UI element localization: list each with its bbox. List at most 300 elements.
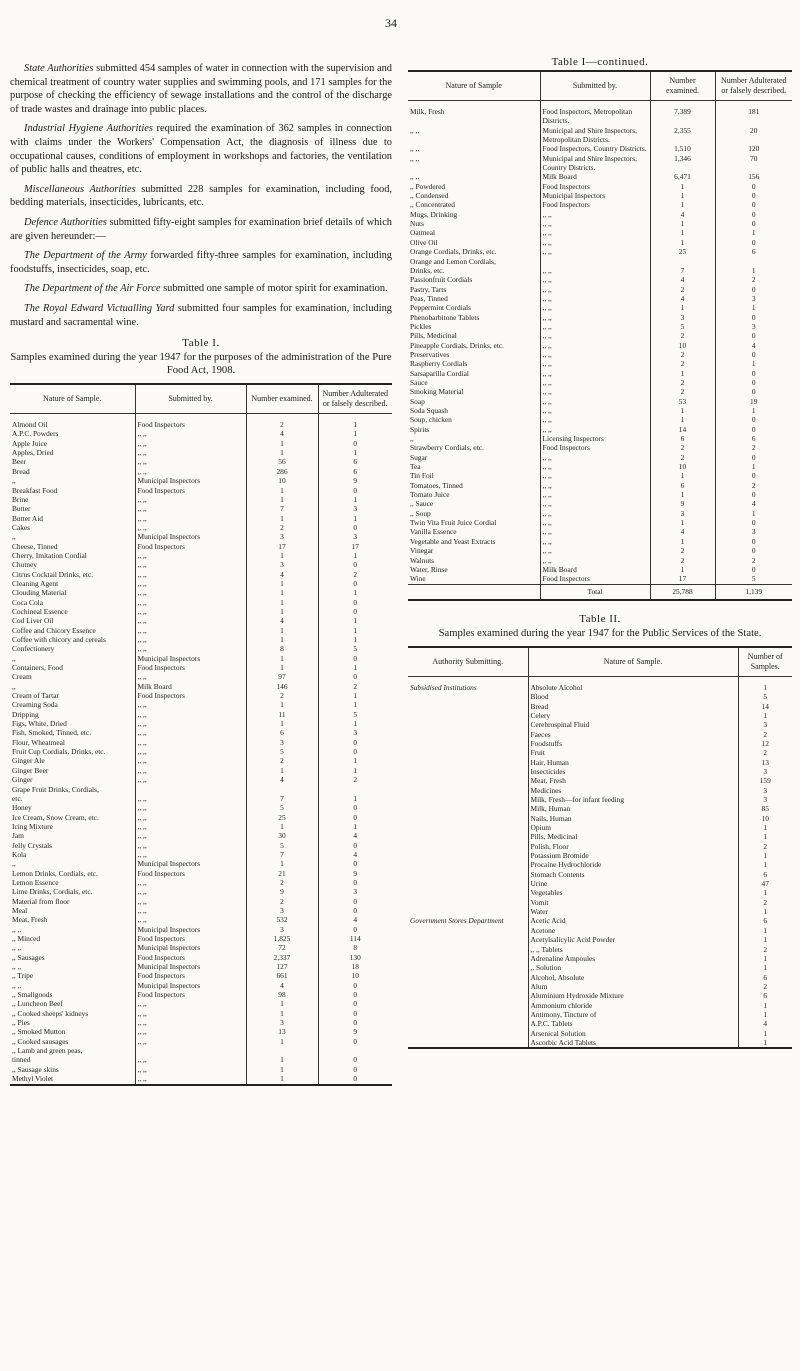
cell-examined: 1 <box>650 303 715 312</box>
table-row <box>408 434 792 443</box>
cell-submitted-by: ,, ,, <box>135 738 246 747</box>
table-row <box>10 1018 392 1027</box>
cell-adulterated: 0 <box>318 654 392 663</box>
table-row <box>10 588 392 597</box>
table-row <box>408 462 792 471</box>
cell-nature: ,, <box>12 532 16 542</box>
cell-submitted-by: Food Inspectors <box>540 574 650 584</box>
cell-submitted-by: ,, ,, <box>540 219 650 228</box>
cell-examined: 1 <box>246 439 318 448</box>
cell-nature: Alcohol, Absolute <box>528 973 738 982</box>
table-row <box>10 654 392 663</box>
table-row <box>10 738 392 747</box>
cell-adulterated: 0 <box>318 1037 392 1046</box>
cell-submitted-by: Municipal Inspectors <box>540 191 650 200</box>
cell-authority: Government Stores Department <box>410 916 504 926</box>
cell-nature: etc. <box>12 793 23 803</box>
cell-examined: 1 <box>650 537 715 546</box>
table-row <box>10 467 392 476</box>
cell-nature: Cod Liver Oil <box>12 616 54 626</box>
cell-authority <box>408 1010 528 1019</box>
cell-submitted-by: ,, ,, <box>540 387 650 396</box>
cell-nature: Oatmeal <box>410 228 436 238</box>
cell-nature: Jelly Crystals <box>12 840 53 850</box>
cell-adulterated: 0 <box>715 537 792 546</box>
cell-nature: ,, <box>12 653 16 663</box>
page-number: 34 <box>385 16 397 30</box>
cell-nature: Twin Vita Fruit Juice Cordial <box>410 518 497 528</box>
cell-nature: Strawberry Cordials, etc. <box>410 443 484 453</box>
cell-adulterated: 1 <box>318 429 392 438</box>
cell-adulterated: 9 <box>318 869 392 878</box>
cell-count: 1 <box>738 888 792 897</box>
cell-submitted-by: ,, ,, <box>540 415 650 424</box>
table-row <box>10 1065 392 1074</box>
cell-nature: Sauce <box>410 377 428 387</box>
cell-adulterated: 1 <box>715 303 792 312</box>
cell-submitted-by: ,, ,, <box>540 556 650 565</box>
cell-submitted-by: Licensing Inspectors <box>540 434 650 443</box>
cell-examined: 1 <box>650 369 715 378</box>
cell-submitted-by: ,, ,, <box>135 644 246 653</box>
cell-adulterated <box>318 1046 392 1055</box>
table-row <box>408 954 792 963</box>
cell-examined: 1 <box>246 859 318 868</box>
table-row <box>10 897 392 906</box>
cell-nature: Apple Juice <box>12 438 48 448</box>
intro-paragraph <box>10 183 392 210</box>
cell-submitted-by: ,, ,, <box>135 747 246 756</box>
cell-nature: Lemon Drinks, Cordials, etc. <box>12 868 98 878</box>
cell-examined <box>650 257 715 266</box>
cell-submitted-by: ,, ,, <box>540 518 650 527</box>
cell-authority <box>408 730 528 739</box>
table-row <box>408 527 792 536</box>
cell-nature: Soap <box>410 396 425 406</box>
table-row <box>408 481 792 490</box>
cell-nature: Fish, Smoked, Tinned, etc. <box>12 728 92 738</box>
table-row <box>408 219 792 228</box>
cell-adulterated: 2 <box>318 682 392 691</box>
cell-authority <box>408 720 528 729</box>
paragraph-text: forwarded fifty-three samples for examination, including foodstuffs, insecticides, soap, etc. <box>10 250 392 275</box>
table-row <box>10 822 392 831</box>
cell-nature: tinned <box>12 1055 31 1065</box>
cell-examined: 4 <box>246 981 318 990</box>
cell-submitted-by: Municipal Inspectors <box>135 943 246 952</box>
cell-count: 3 <box>738 795 792 804</box>
cell-submitted-by: ,, ,, <box>540 228 650 237</box>
cell-nature: Ginger Ale <box>12 756 45 766</box>
cell-adulterated: 1 <box>318 514 392 523</box>
cell-adulterated: 1 <box>318 663 392 672</box>
cell-count: 1 <box>738 1001 792 1010</box>
cell-authority <box>408 832 528 841</box>
cell-nature: ,, Tripe <box>12 971 34 981</box>
cell-nature: Meat, Fresh <box>12 915 48 925</box>
cell-examined: 1 <box>246 822 318 831</box>
cell-adulterated: 1 <box>318 766 392 775</box>
table-row <box>408 879 792 888</box>
table-row <box>408 182 792 191</box>
cell-nature: Pills, Medicinal <box>410 331 457 341</box>
cell-examined <box>246 785 318 794</box>
cell-authority <box>408 758 528 767</box>
cell-nature: ,, Cooked sheeps' kidneys <box>12 1008 89 1018</box>
cell-authority <box>408 851 528 860</box>
table-row <box>10 672 392 681</box>
cell-nature: Ice Cream, Snow Cream, etc. <box>12 812 99 822</box>
cell-examined: 1 <box>246 495 318 504</box>
cell-submitted-by: ,, ,, <box>540 453 650 462</box>
table-row <box>408 453 792 462</box>
table-row <box>10 682 392 691</box>
cell-examined: 3 <box>246 925 318 934</box>
cell-submitted-by: Municipal and Shire Inspectors, Metropolitan Districts. <box>540 126 650 145</box>
cell-submitted-by: Food Inspectors <box>135 486 246 495</box>
cell-nature: Water <box>528 907 738 916</box>
cell-nature: Cakes <box>12 522 31 532</box>
cell-nature: Tomatoes, Tinned <box>410 480 463 490</box>
cell-count: 10 <box>738 814 792 823</box>
cell-nature: Beer <box>12 457 26 467</box>
cell-examined: 1 <box>246 598 318 607</box>
cell-examined: 72 <box>246 943 318 952</box>
table-row <box>408 257 792 266</box>
table-row <box>408 490 792 499</box>
table-row <box>408 814 792 823</box>
cell-adulterated: 3 <box>318 532 392 541</box>
cell-nature: Mugs, Drinking <box>410 209 458 219</box>
cell-nature: Phenobarbitone Tablets <box>410 312 480 322</box>
cell-nature: ,, Sauce <box>410 499 434 509</box>
cell-nature: Soup, chicken <box>410 415 452 425</box>
cell-submitted-by: Municipal Inspectors <box>135 962 246 971</box>
cell-submitted-by: Municipal Inspectors <box>135 859 246 868</box>
cell-examined: 1 <box>246 663 318 672</box>
table-row <box>10 644 392 653</box>
table-row <box>408 294 792 303</box>
cell-nature: ,, Powdered <box>410 181 446 191</box>
cell-submitted-by: ,, ,, <box>540 238 650 247</box>
cell-authority: Subsidised Institutions <box>410 682 477 692</box>
table-row <box>408 758 792 767</box>
cell-nature: ,, ,, <box>12 943 22 953</box>
cell-nature: Cheese, Tinned <box>12 541 58 551</box>
table-row <box>408 702 792 711</box>
cell-adulterated: 1 <box>715 359 792 368</box>
cell-submitted-by: ,, ,, <box>135 607 246 616</box>
table-row <box>408 676 792 692</box>
cell-nature: Nuts <box>410 219 424 229</box>
table-row <box>408 238 792 247</box>
cell-authority <box>408 1019 528 1028</box>
table-row <box>10 560 392 569</box>
table-row <box>408 720 792 729</box>
cell-submitted-by: ,, ,, <box>540 266 650 275</box>
intro-paragraphs <box>10 62 392 329</box>
cell-adulterated: 17 <box>318 542 392 551</box>
table-row <box>408 247 792 256</box>
table-row <box>408 101 792 126</box>
cell-submitted-by: ,, ,, <box>135 822 246 831</box>
cell-nature: Cerebrospinal Fluid <box>528 720 738 729</box>
cell-submitted-by: ,, ,, <box>540 499 650 508</box>
table1-continued-title: Table I—continued. <box>551 56 649 68</box>
table-row <box>408 1001 792 1010</box>
cell-adulterated: 0 <box>715 387 792 396</box>
cell-submitted-by: Food Inspectors <box>135 542 246 551</box>
cell-examined: 7 <box>246 504 318 513</box>
table-row <box>10 457 392 466</box>
cell-nature: Orange Cordials, Drinks, etc. <box>410 247 497 257</box>
cell-nature: Sarsaparilla Cordial <box>410 368 469 378</box>
cell-count: 5 <box>738 692 792 701</box>
cell-adulterated: 1 <box>318 635 392 644</box>
cell-adulterated: 0 <box>318 607 392 616</box>
cell-nature: Breakfast Food <box>12 485 58 495</box>
cell-nature: Stomach Contents <box>528 870 738 879</box>
cell-adulterated: 6 <box>715 434 792 443</box>
cell-nature: ,, ,, <box>12 962 22 972</box>
table-row <box>408 982 792 991</box>
table-row <box>10 999 392 1008</box>
cell-adulterated: 5 <box>715 574 792 584</box>
cell-authority <box>408 954 528 963</box>
cell-submitted-by: ,, ,, <box>540 210 650 219</box>
cell-count: 3 <box>738 720 792 729</box>
cell-examined: 4 <box>650 275 715 284</box>
cell-nature: Smoking Material <box>410 387 464 397</box>
cell-examined: 1 <box>246 700 318 709</box>
cell-adulterated: 0 <box>715 238 792 247</box>
cell-adulterated: 156 <box>715 172 792 181</box>
paragraph-text: required the examination of 362 samples in connection with claims under the Workers' Compensation Act, the diagnosis of illness due to occupational causes, conditions of employment in workshops and factories, the ventilation of public halls and theatres, etc. <box>10 123 392 176</box>
cell-nature: Bread <box>528 702 738 711</box>
cell-submitted-by <box>540 257 650 266</box>
cell-examined: 2 <box>246 523 318 532</box>
cell-count: 159 <box>738 776 792 785</box>
cell-count: 6 <box>738 916 792 925</box>
cell-submitted-by: ,, ,, <box>135 803 246 812</box>
intro-paragraph <box>10 122 392 176</box>
cell-submitted-by: ,, ,, <box>540 350 650 359</box>
cell-count: 1 <box>738 832 792 841</box>
table-row <box>10 514 392 523</box>
paragraph-text: submitted 454 samples of water in connection with the supervision and chemical treatment of country water supplies and swimming pools, and 171 samples for the purpose of checking the efficiency of sewage installations and the control of the discharge of trade wastes and drainage into public places. <box>10 63 392 115</box>
table1-right <box>408 70 792 601</box>
table-row <box>10 1037 392 1046</box>
cell-nature: Preservatives <box>410 349 450 359</box>
table-row <box>10 953 392 962</box>
table-row <box>408 935 792 944</box>
cell-authority <box>408 1029 528 1038</box>
cell-examined: 7,389 <box>650 101 715 126</box>
table-row <box>10 915 392 924</box>
total-examined: 25,788 <box>650 584 715 600</box>
cell-examined: 4 <box>650 210 715 219</box>
cell-submitted-by: Food Inspectors <box>135 971 246 980</box>
cell-nature: Peppermint Cordials <box>410 303 471 313</box>
table-row <box>10 607 392 616</box>
cell-adulterated: 0 <box>715 331 792 340</box>
cell-adulterated: 0 <box>318 523 392 532</box>
cell-submitted-by: ,, ,, <box>135 897 246 906</box>
table-row <box>10 570 392 579</box>
cell-adulterated: 4 <box>318 915 392 924</box>
cell-nature: Pastry, Tarts <box>410 284 447 294</box>
cell-nature: Pills, Medicinal <box>528 832 738 841</box>
cell-nature: ,, ,, Tablets <box>528 945 738 954</box>
cell-nature: ,, Pies <box>12 1018 30 1028</box>
table-row <box>408 973 792 982</box>
cell-examined: 3 <box>246 738 318 747</box>
cell-nature: ,, ,, <box>410 153 420 163</box>
cell-adulterated: 1 <box>318 691 392 700</box>
paragraph-text: submitted fifty-eight samples for examination brief details of which are given hereunder:— <box>10 216 393 242</box>
cell-adulterated: 114 <box>318 934 392 943</box>
cell-examined: 6,471 <box>650 172 715 181</box>
cell-nature: Lemon Essence <box>12 877 59 887</box>
cell-nature: Vegetables <box>528 888 738 897</box>
cell-examined: 30 <box>246 831 318 840</box>
cell-examined: 2 <box>650 556 715 565</box>
cell-submitted-by: ,, ,, <box>540 425 650 434</box>
cell-examined: 1 <box>246 999 318 1008</box>
cell-count: 14 <box>738 702 792 711</box>
cell-count: 85 <box>738 804 792 813</box>
cell-nature: Grape Fruit Drinks, Cordials, <box>12 784 99 794</box>
table-row <box>408 1029 792 1038</box>
table-row <box>408 804 792 813</box>
cell-submitted-by: ,, ,, <box>135 504 246 513</box>
cell-submitted-by: ,, ,, <box>135 467 246 476</box>
cell-examined: 2 <box>650 443 715 452</box>
table-row <box>10 869 392 878</box>
cell-examined: 2 <box>650 546 715 555</box>
cell-submitted-by: ,, ,, <box>135 756 246 765</box>
cell-examined <box>246 1046 318 1055</box>
cell-examined: 21 <box>246 869 318 878</box>
cell-examined: 3 <box>650 313 715 322</box>
table-row <box>10 700 392 709</box>
cell-nature: Acetylsalicylic Acid Powder <box>528 935 738 944</box>
table-row <box>408 776 792 785</box>
cell-adulterated: 0 <box>715 350 792 359</box>
table-row <box>408 210 792 219</box>
table-row <box>408 387 792 396</box>
table-row <box>10 414 392 430</box>
paragraph-lead: The Department of the Air Force <box>24 283 161 295</box>
table-row <box>10 532 392 541</box>
header-examined: Number examined. <box>650 71 715 101</box>
table-row <box>408 397 792 406</box>
cell-nature: Acetone <box>528 926 738 935</box>
table-row <box>408 341 792 350</box>
cell-authority <box>408 935 528 944</box>
cell-nature: Flour, Wheatmeal <box>12 737 65 747</box>
cell-nature: ,, <box>12 476 16 486</box>
cell-submitted-by: ,, ,, <box>540 313 650 322</box>
cell-nature: Methyl Violet <box>12 1074 54 1084</box>
cell-nature: Aluminium Hydroxide Mixture <box>528 991 738 1000</box>
cell-nature: ,, Soup <box>410 508 431 518</box>
header-count: Number of Samples. <box>738 647 792 677</box>
cell-adulterated: 0 <box>318 813 392 822</box>
cell-examined: 2 <box>650 359 715 368</box>
cell-count: 1 <box>738 1010 792 1019</box>
table1-caption: Samples examined during the year 1947 for the purposes of the administration of the Pure Food Act, 1908. <box>10 352 392 377</box>
cell-submitted-by: ,, ,, <box>135 915 246 924</box>
cell-nature: Cherry, Imitation Cordial <box>12 550 87 560</box>
intro-paragraph <box>10 216 392 243</box>
cell-examined: 4 <box>246 429 318 438</box>
cell-adulterated: 1 <box>715 509 792 518</box>
table-row <box>408 1010 792 1019</box>
table-row <box>10 971 392 980</box>
table-row <box>10 1074 392 1084</box>
cell-count: 1 <box>738 1038 792 1048</box>
cell-nature: Olive Oil <box>410 237 438 247</box>
cell-nature: Vegetable and Yeast Extracts <box>410 536 496 546</box>
cell-authority <box>408 1038 528 1048</box>
table-row <box>408 518 792 527</box>
cell-nature: ,, Solution <box>528 963 738 972</box>
cell-nature: Tea <box>410 462 421 472</box>
cell-adulterated: 9 <box>318 1027 392 1036</box>
cell-adulterated: 4 <box>318 831 392 840</box>
cell-nature: Peas, Tinned <box>410 293 448 303</box>
cell-submitted-by: ,, ,, <box>135 766 246 775</box>
paragraph-lead: The Department of the Army <box>24 250 147 262</box>
cell-nature: Wine <box>410 574 426 584</box>
cell-submitted-by: ,, ,, <box>135 813 246 822</box>
cell-authority <box>408 692 528 701</box>
paragraph-lead: Defence Authorities <box>24 216 107 228</box>
table-row <box>408 322 792 331</box>
cell-examined: 2 <box>650 285 715 294</box>
cell-examined: 3 <box>246 560 318 569</box>
cell-adulterated: 3 <box>318 728 392 737</box>
cell-examined: 2 <box>650 331 715 340</box>
total-label: Total <box>540 584 650 600</box>
table-row <box>408 739 792 748</box>
cell-examined: 1 <box>246 635 318 644</box>
cell-authority <box>408 739 528 748</box>
cell-adulterated: 0 <box>715 415 792 424</box>
table-row <box>408 898 792 907</box>
cell-submitted-by: Food Inspectors, Country Districts. <box>540 144 650 153</box>
table1-left <box>10 383 392 1085</box>
table-row <box>408 730 792 739</box>
table2-title: Table II. <box>579 612 621 625</box>
cell-submitted-by: Food Inspectors <box>135 691 246 700</box>
cell-adulterated: 0 <box>715 518 792 527</box>
table-row <box>10 626 392 635</box>
table-row <box>408 748 792 757</box>
cell-submitted-by: ,, ,, <box>540 359 650 368</box>
cell-nature: Brine <box>12 494 29 504</box>
cell-adulterated: 1 <box>318 616 392 625</box>
cell-submitted-by: ,, ,, <box>135 1027 246 1036</box>
cell-adulterated: 0 <box>715 200 792 209</box>
cell-authority <box>408 814 528 823</box>
cell-count: 1 <box>738 823 792 832</box>
cell-adulterated: 5 <box>318 644 392 653</box>
cell-submitted-by <box>135 1046 246 1055</box>
cell-examined: 1 <box>246 514 318 523</box>
cell-count: 12 <box>738 739 792 748</box>
